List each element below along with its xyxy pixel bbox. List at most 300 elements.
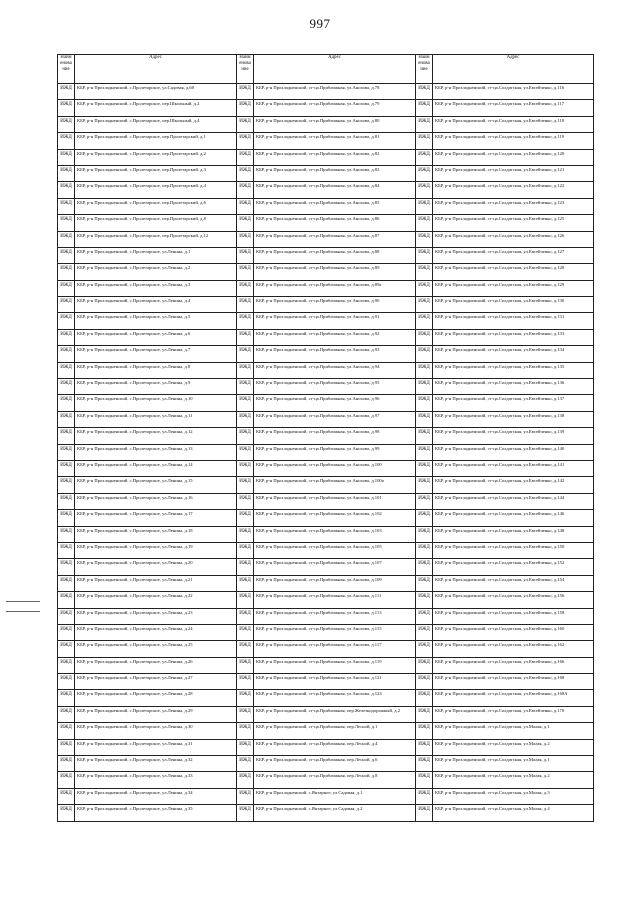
address-cell: КБР, р-н Прохладненский, ст-ца.Солдатская, ул.Евсейченко, д.160 bbox=[433, 624, 594, 640]
address-cell: КБР, р-н Прохладненский, ст-ца.Приближная, ул.Анохова, д.121 bbox=[254, 674, 416, 690]
address-cell: КБР, р-н Прохладненский, ст-ца.Приближная, ул.Анохова, д.109 bbox=[254, 575, 416, 591]
building-type-cell: ИЖД bbox=[416, 428, 433, 444]
address-cell: КБР, р-н Прохладненский, ст-ца.Солдатская, ул.Евсейченко, д.150 bbox=[433, 542, 594, 558]
building-type-cell: ИЖД bbox=[416, 165, 433, 181]
address-cell: КБР, р-н Прохладненский, ст-ца.Солдатская, ул.Евсейченко, д.136 bbox=[433, 379, 594, 395]
address-cell: КБР, р-н Прохладненский, ст-ца.Приближная, ул.Анохова, д.99 bbox=[254, 444, 416, 460]
address-cell: КБР, р-н Прохладненский, ст-ца.Приближная, пер.Лесной, д.1 bbox=[254, 723, 416, 739]
address-cell: КБР, р-н Прохладненский, ст-ца.Солдатская, ул.Евсейченко, д.126 bbox=[433, 231, 594, 247]
address-cell: КБР, р-н Прохладненский, с.Пролетарское, ул.Ленина, д.23 bbox=[75, 608, 237, 624]
address-cell: КБР, р-н Прохладненский, ст-ца.Приближная, ул.Анохова, д.85 bbox=[254, 198, 416, 214]
address-cell: КБР, р-н Прохладненский, с.Пролетарское, ул.Ленина, д.32 bbox=[75, 756, 237, 772]
building-type-cell: ИЖД bbox=[416, 247, 433, 263]
table-row bbox=[58, 493, 594, 509]
building-type-cell: ИЖД bbox=[416, 690, 433, 706]
building-type-cell: ИЖД bbox=[416, 198, 433, 214]
address-cell: КБР, р-н Прохладненский, с.Пролетарское, ул.Ленина, д.29 bbox=[75, 706, 237, 722]
building-type-cell: ИЖД bbox=[58, 116, 75, 132]
building-type-cell: ИЖД bbox=[416, 100, 433, 116]
table-row bbox=[58, 608, 594, 624]
address-cell: КБР, р-н Прохладненский, ст-ца.Солдатская, ул.Малая, д.2 bbox=[433, 739, 594, 755]
address-cell: КБР, р-н Прохладненский, с.Пролетарское, ул.Ленина, д.1 bbox=[75, 247, 237, 263]
table-row bbox=[58, 559, 594, 575]
building-type-cell: ИЖД bbox=[237, 395, 254, 411]
building-type-cell: ИЖД bbox=[237, 149, 254, 165]
building-type-cell: ИЖД bbox=[416, 526, 433, 542]
table-row bbox=[58, 149, 594, 165]
building-type-cell: ИЖД bbox=[237, 231, 254, 247]
building-type-cell: ИЖД bbox=[58, 788, 75, 804]
building-type-cell: ИЖД bbox=[416, 133, 433, 149]
building-type-cell: ИЖД bbox=[58, 756, 75, 772]
table-row bbox=[58, 165, 594, 181]
address-cell: КБР, р-н Прохладненский, с.Пролетарское, ул.Ленина, д.27 bbox=[75, 674, 237, 690]
address-cell: КБР, р-н Прохладненский, ст-ца.Приближная, пер.Железнодорожный, д.2 bbox=[254, 706, 416, 722]
table-row bbox=[58, 100, 594, 116]
building-type-cell: ИЖД bbox=[416, 592, 433, 608]
address-cell: КБР, р-н Прохладненский, ст-ца.Солдатская, ул.Евсейченко, д.123 bbox=[433, 198, 594, 214]
table-body bbox=[58, 84, 594, 822]
address-cell: КБР, р-н Прохладненский, ст-ца.Приближная, пер.Лесной, д.6 bbox=[254, 756, 416, 772]
address-cell: КБР, р-н Прохладненский, с.Пролетарское, ул.Ленина, д.15 bbox=[75, 477, 237, 493]
building-type-cell: ИЖД bbox=[416, 608, 433, 624]
address-cell: КБР, р-н Прохладненский, ст-ца.Солдатская, ул.Евсейченко, д.144 bbox=[433, 493, 594, 509]
address-cell: КБР, р-н Прохладненский, с.Пролетарское, ул.Ленина, д.20 bbox=[75, 559, 237, 575]
building-type-cell: ИЖД bbox=[237, 510, 254, 526]
table-row bbox=[58, 690, 594, 706]
address-cell: КБР, р-н Прохладненский, ст-ца.Приближная, ул.Анохова, д.97 bbox=[254, 411, 416, 427]
building-type-cell: ИЖД bbox=[237, 690, 254, 706]
address-cell: КБР, р-н Прохладненский, ст-ца.Приближная, ул.Анохова, д.78 bbox=[254, 84, 416, 100]
table-row bbox=[58, 280, 594, 296]
address-cell: КБР, р-н Прохладненский, с.Пролетарское, ул.Ленина, д.2 bbox=[75, 264, 237, 280]
building-type-cell: ИЖД bbox=[58, 624, 75, 640]
page-number: 997 bbox=[309, 16, 331, 31]
address-cell: КБР, р-н Прохладненский, с.Пролетарское, ул.Ленина, д.14 bbox=[75, 460, 237, 476]
address-cell: КБР, р-н Прохладненский, ст-ца.Солдатская, ул.Евсейченко, д.118 bbox=[433, 116, 594, 132]
building-type-cell: ИЖД bbox=[58, 493, 75, 509]
address-cell: КБР, р-н Прохладненский, ст-ца.Приближная, ул.Анохова, д.102 bbox=[254, 510, 416, 526]
table-row bbox=[58, 641, 594, 657]
building-type-cell: ИЖД bbox=[237, 362, 254, 378]
building-type-cell: ИЖД bbox=[416, 624, 433, 640]
address-cell: КБР, р-н Прохладненский, ст-ца.Приближная, ул.Анохова, д.88 bbox=[254, 247, 416, 263]
address-cell: КБР, р-н Прохладненский, ст-ца.Солдатская, ул.Евсейченко, д.168А bbox=[433, 690, 594, 706]
address-cell: КБР, р-н Прохладненский, с.Пролетарское, пер.Пролетарский, д.12 bbox=[75, 231, 237, 247]
address-cell: КБР, р-н Прохладненский, с.Пролетарское, ул.Ленина, д.22 bbox=[75, 592, 237, 608]
table-row bbox=[58, 133, 594, 149]
table-row bbox=[58, 84, 594, 100]
building-type-cell: ИЖД bbox=[416, 280, 433, 296]
address-cell: КБР, р-н Прохладненский, ст-ца.Солдатская, ул.Евсейченко, д.127 bbox=[433, 247, 594, 263]
address-cell: КБР, р-н Прохладненский, ст-ца.Солдатская, ул.Евсейченко, д.152 bbox=[433, 559, 594, 575]
building-type-cell: ИЖД bbox=[416, 395, 433, 411]
table-row bbox=[58, 313, 594, 329]
building-type-cell: ИЖД bbox=[58, 542, 75, 558]
address-cell: КБР, р-н Прохладненский, ст-ца.Приближная, ул.Анохова, д.115 bbox=[254, 624, 416, 640]
address-cell: КБР, р-н Прохладненский, с.Пролетарское, ул.Ленина, д.35 bbox=[75, 805, 237, 821]
address-cell: КБР, р-н Прохладненский, с.Пролетарское, ул.Ленина, д.4 bbox=[75, 297, 237, 313]
address-cell: КБР, р-н Прохладненский, ст-ца.Приближная, ул.Анохова, д.89 bbox=[254, 264, 416, 280]
address-cell: КБР, р-н Прохладненский, ст-ца.Солдатская, ул.Евсейченко, д.119 bbox=[433, 133, 594, 149]
address-cell: КБР, р-н Прохладненский, ст-ца.Солдатская, ул.Евсейченко, д.146 bbox=[433, 510, 594, 526]
table-row bbox=[58, 444, 594, 460]
building-type-cell: ИЖД bbox=[58, 641, 75, 657]
address-cell: КБР, р-н Прохладненский, с.Янтарное, ул.Садовая, д.2 bbox=[254, 805, 416, 821]
building-type-cell: ИЖД bbox=[237, 444, 254, 460]
table-header-row bbox=[58, 55, 594, 84]
column-header-address: Адрес bbox=[433, 55, 594, 84]
building-type-cell: ИЖД bbox=[58, 182, 75, 198]
building-type-cell: ИЖД bbox=[416, 657, 433, 673]
table-row bbox=[58, 592, 594, 608]
building-type-cell: ИЖД bbox=[58, 608, 75, 624]
address-cell: КБР, р-н Прохладненский, с.Пролетарское, ул.Ленина, д.31 bbox=[75, 739, 237, 755]
building-type-cell: ИЖД bbox=[58, 575, 75, 591]
building-type-cell: ИЖД bbox=[58, 149, 75, 165]
building-type-cell: ИЖД bbox=[58, 805, 75, 821]
building-type-cell: ИЖД bbox=[416, 756, 433, 772]
building-type-cell: ИЖД bbox=[58, 231, 75, 247]
table-row bbox=[58, 231, 594, 247]
building-type-cell: ИЖД bbox=[237, 575, 254, 591]
building-type-cell: ИЖД bbox=[58, 657, 75, 673]
building-type-cell: ИЖД bbox=[416, 149, 433, 165]
building-type-cell: ИЖД bbox=[237, 641, 254, 657]
building-type-cell: ИЖД bbox=[58, 313, 75, 329]
building-type-cell: ИЖД bbox=[237, 493, 254, 509]
address-cell: КБР, р-н Прохладненский, ст-ца.Приближная, ул.Анохова, д.93 bbox=[254, 346, 416, 362]
building-type-cell: ИЖД bbox=[58, 559, 75, 575]
building-type-cell: ИЖД bbox=[58, 411, 75, 427]
table-row bbox=[58, 575, 594, 591]
table-row bbox=[58, 297, 594, 313]
column-header-address: Адрес bbox=[75, 55, 237, 84]
building-type-cell: ИЖД bbox=[237, 739, 254, 755]
table-row bbox=[58, 264, 594, 280]
building-type-cell: ИЖД bbox=[58, 592, 75, 608]
address-cell: КБР, р-н Прохладненский, ст-ца.Солдатская, ул.Евсейченко, д.138 bbox=[433, 411, 594, 427]
building-type-cell: ИЖД bbox=[416, 575, 433, 591]
building-type-cell: ИЖД bbox=[58, 444, 75, 460]
address-cell: КБР, р-н Прохладненский, с.Пролетарское, ул.Ленина, д.34 bbox=[75, 788, 237, 804]
building-type-cell: ИЖД bbox=[416, 788, 433, 804]
building-type-cell: ИЖД bbox=[416, 444, 433, 460]
address-cell: КБР, р-н Прохладненский, ст-ца.Солдатская, ул.Евсейченко, д.116 bbox=[433, 84, 594, 100]
building-type-cell: ИЖД bbox=[416, 493, 433, 509]
building-type-cell: ИЖД bbox=[416, 805, 433, 821]
address-cell: КБР, р-н Прохладненский, ст-ца.Солдатская, ул.Евсейченко, д.120 bbox=[433, 149, 594, 165]
building-type-cell: ИЖД bbox=[416, 231, 433, 247]
building-type-cell: ИЖД bbox=[237, 526, 254, 542]
building-type-cell: ИЖД bbox=[416, 706, 433, 722]
building-type-cell: ИЖД bbox=[416, 116, 433, 132]
address-cell: КБР, р-н Прохладненский, с.Пролетарское, ул.Ленина, д.28 bbox=[75, 690, 237, 706]
address-cell: КБР, р-н Прохладненский, ст-ца.Приближная, пер.Лесной, д.8 bbox=[254, 772, 416, 788]
column-header-type: Наим енова ние bbox=[416, 55, 433, 84]
address-cell: КБР, р-н Прохладненский, ст-ца.Солдатская, ул.Евсейченко, д.128 bbox=[433, 264, 594, 280]
address-cell: КБР, р-н Прохладненский, ст-ца.Приближная, ул.Анохова, д.96 bbox=[254, 395, 416, 411]
building-type-cell: ИЖД bbox=[416, 739, 433, 755]
address-cell: КБР, р-н Прохладненский, ст-ца.Приближная, ул.Анохова, д.100а bbox=[254, 477, 416, 493]
address-cell: КБР, р-н Прохладненский, ст-ца.Солдатская, ул.Евсейченко, д.117 bbox=[433, 100, 594, 116]
address-cell: КБР, р-н Прохладненский, ст-ца.Солдатская, ул.Евсейченко, д.141 bbox=[433, 460, 594, 476]
address-cell: КБР, р-н Прохладненский, с.Пролетарское, ул.Ленина, д.8 bbox=[75, 362, 237, 378]
building-type-cell: ИЖД bbox=[58, 526, 75, 542]
building-type-cell: ИЖД bbox=[58, 297, 75, 313]
scan-margin-mark bbox=[6, 601, 40, 602]
building-type-cell: ИЖД bbox=[58, 674, 75, 690]
address-cell: КБР, р-н Прохладненский, ст-ца.Приближная, ул.Анохова, д.119 bbox=[254, 657, 416, 673]
address-cell: КБР, р-н Прохладненский, ст-ца.Приближная, ул.Анохова, д.111 bbox=[254, 592, 416, 608]
building-type-cell: ИЖД bbox=[416, 460, 433, 476]
address-cell: КБР, р-н Прохладненский, ст-ца.Приближная, ул.Анохова, д.113 bbox=[254, 608, 416, 624]
building-type-cell: ИЖД bbox=[237, 542, 254, 558]
building-type-cell: ИЖД bbox=[58, 84, 75, 100]
building-type-cell: ИЖД bbox=[237, 313, 254, 329]
address-cell: КБР, р-н Прохладненский, с.Пролетарское, ул.Ленина, д.5 bbox=[75, 313, 237, 329]
address-cell: КБР, р-н Прохладненский, с.Пролетарское, пер.Школьный, д.2 bbox=[75, 100, 237, 116]
building-type-cell: ИЖД bbox=[237, 264, 254, 280]
address-cell: КБР, р-н Прохладненский, ст-ца.Солдатская, ул.Евсейченко, д.129 bbox=[433, 280, 594, 296]
address-cell: КБР, р-н Прохладненский, с.Пролетарское, ул.Ленина, д.11 bbox=[75, 411, 237, 427]
address-cell: КБР, р-н Прохладненский, ст-ца.Солдатская, ул.Малая, д.4 bbox=[433, 805, 594, 821]
building-type-cell: ИЖД bbox=[416, 362, 433, 378]
building-type-cell: ИЖД bbox=[237, 411, 254, 427]
building-type-cell: ИЖД bbox=[58, 133, 75, 149]
address-cell: КБР, р-н Прохладненский, ст-ца.Солдатская, ул.Евсейченко, д.140 bbox=[433, 444, 594, 460]
address-cell: КБР, р-н Прохладненский, с.Пролетарское, ул.Ленина, д.7 bbox=[75, 346, 237, 362]
address-cell: КБР, р-н Прохладненский, с.Пролетарское, ул.Ленина, д.18 bbox=[75, 526, 237, 542]
building-type-cell: ИЖД bbox=[237, 559, 254, 575]
building-type-cell: ИЖД bbox=[237, 624, 254, 640]
column-header-type: Наим енова ние bbox=[237, 55, 254, 84]
building-type-cell: ИЖД bbox=[416, 772, 433, 788]
scan-margin-mark bbox=[6, 611, 40, 612]
table-row bbox=[58, 674, 594, 690]
building-type-cell: ИЖД bbox=[237, 247, 254, 263]
address-cell: КБР, р-н Прохладненский, ст-ца.Приближная, ул.Анохова, д.105 bbox=[254, 542, 416, 558]
building-type-cell: ИЖД bbox=[58, 100, 75, 116]
building-type-cell: ИЖД bbox=[416, 215, 433, 231]
building-type-cell: ИЖД bbox=[237, 182, 254, 198]
address-cell: КБР, р-н Прохладненский, ст-ца.Приближная, ул.Анохова, д.123 bbox=[254, 690, 416, 706]
address-cell: КБР, р-н Прохладненский, ст-ца.Солдатская, ул.Евсейченко, д.131 bbox=[433, 313, 594, 329]
address-cell: КБР, р-н Прохладненский, ст-ца.Солдатская, ул.Малая, д.2 bbox=[433, 772, 594, 788]
address-cell: КБР, р-н Прохладненский, ст-ца.Солдатская, ул.Евсейченко, д.166 bbox=[433, 657, 594, 673]
building-type-cell: ИЖД bbox=[237, 592, 254, 608]
address-cell: КБР, р-н Прохладненский, ст-ца.Приближная, ул.Анохова, д.84 bbox=[254, 182, 416, 198]
column-header-address: Адрес bbox=[254, 55, 416, 84]
building-type-cell: ИЖД bbox=[58, 723, 75, 739]
building-type-cell: ИЖД bbox=[416, 477, 433, 493]
address-cell: КБР, р-н Прохладненский, ст-ца.Солдатская, ул.Евсейченко, д.122 bbox=[433, 182, 594, 198]
address-cell: КБР, р-н Прохладненский, ст-ца.Солдатская, ул.Евсейченко, д.134 bbox=[433, 346, 594, 362]
address-cell: КБР, р-н Прохладненский, с.Пролетарское, ул.Ленина, д.3 bbox=[75, 280, 237, 296]
table-row bbox=[58, 329, 594, 345]
address-cell: КБР, р-н Прохладненский, с.Пролетарское, пер.Пролетарский, д.3 bbox=[75, 165, 237, 181]
address-cell: КБР, р-н Прохладненский, ст-ца.Солдатская, ул.Евсейченко, д.135 bbox=[433, 362, 594, 378]
table-row bbox=[58, 756, 594, 772]
address-cell: КБР, р-н Прохладненский, ст-ца.Солдатская, ул.Евсейченко, д.121 bbox=[433, 165, 594, 181]
address-cell: КБР, р-н Прохладненский, с.Пролетарское, пер.Пролетарский, д.8 bbox=[75, 215, 237, 231]
building-type-cell: ИЖД bbox=[58, 772, 75, 788]
table-row bbox=[58, 542, 594, 558]
address-cell: КБР, р-н Прохладненский, ст-ца.Приближная, ул.Анохова, д.90 bbox=[254, 297, 416, 313]
address-cell: КБР, р-н Прохладненский, ст-ца.Солдатская, ул.Евсейченко, д.125 bbox=[433, 215, 594, 231]
address-cell: КБР, р-н Прохладненский, с.Пролетарское, ул.Ленина, д.17 bbox=[75, 510, 237, 526]
table-row bbox=[58, 739, 594, 755]
building-type-cell: ИЖД bbox=[416, 313, 433, 329]
address-cell: КБР, р-н Прохладненский, с.Пролетарское, пер.Пролетарский, д.1 bbox=[75, 133, 237, 149]
building-type-cell: ИЖД bbox=[237, 346, 254, 362]
address-cell: КБР, р-н Прохладненский, ст-ца.Солдатская, ул.Евсейченко, д.158 bbox=[433, 608, 594, 624]
building-type-cell: ИЖД bbox=[416, 641, 433, 657]
address-cell: КБР, р-н Прохладненский, с.Пролетарское, ул.Ленина, д.26 bbox=[75, 657, 237, 673]
address-cell: КБР, р-н Прохладненский, ст-ца.Приближная, ул.Анохова, д.103 bbox=[254, 526, 416, 542]
building-type-cell: ИЖД bbox=[416, 329, 433, 345]
building-type-cell: ИЖД bbox=[58, 428, 75, 444]
building-type-cell: ИЖД bbox=[416, 297, 433, 313]
address-cell: КБР, р-н Прохладненский, ст-ца.Приближная, ул.Анохова, д.89а bbox=[254, 280, 416, 296]
address-cell: КБР, р-н Прохладненский, ст-ца.Приближная, ул.Анохова, д.86 bbox=[254, 215, 416, 231]
building-type-cell: ИЖД bbox=[237, 379, 254, 395]
address-cell: КБР, р-н Прохладненский, ст-ца.Приближная, ул.Анохова, д.83 bbox=[254, 165, 416, 181]
table-row bbox=[58, 395, 594, 411]
building-type-cell: ИЖД bbox=[237, 706, 254, 722]
address-cell: КБР, р-н Прохладненский, ст-ца.Приближная, ул.Анохова, д.98 bbox=[254, 428, 416, 444]
address-cell: КБР, р-н Прохладненский, ст-ца.Приближная, ул.Анохова, д.117 bbox=[254, 641, 416, 657]
building-type-cell: ИЖД bbox=[58, 329, 75, 345]
table-row bbox=[58, 706, 594, 722]
building-type-cell: ИЖД bbox=[237, 329, 254, 345]
address-cell: КБР, р-н Прохладненский, ст-ца.Солдатская, ул.Малая, д.3 bbox=[433, 788, 594, 804]
building-type-cell: ИЖД bbox=[237, 460, 254, 476]
column-header-type: Наим енова ние bbox=[58, 55, 75, 84]
address-cell: КБР, р-н Прохладненский, с.Пролетарское, ул.Ленина, д.30 bbox=[75, 723, 237, 739]
building-type-cell: ИЖД bbox=[58, 215, 75, 231]
table-row bbox=[58, 772, 594, 788]
table-row bbox=[58, 247, 594, 263]
address-cell: КБР, р-н Прохладненский, ст-ца.Солдатская, ул.Евсейченко, д.156 bbox=[433, 592, 594, 608]
building-type-cell: ИЖД bbox=[58, 346, 75, 362]
address-cell: КБР, р-н Прохладненский, ст-ца.Приближная, ул.Анохова, д.100 bbox=[254, 460, 416, 476]
address-cell: КБР, р-н Прохладненский, ст-ца.Солдатская, ул.Евсейченко, д.139 bbox=[433, 428, 594, 444]
table-row bbox=[58, 116, 594, 132]
building-type-cell: ИЖД bbox=[237, 280, 254, 296]
address-cell: КБР, р-н Прохладненский, ст-ца.Приближная, ул.Анохова, д.80 bbox=[254, 116, 416, 132]
building-type-cell: ИЖД bbox=[237, 133, 254, 149]
address-cell: КБР, р-н Прохладненский, ст-ца.Солдатская, ул.Малая, д.1 bbox=[433, 756, 594, 772]
address-cell: КБР, р-н Прохладненский, с.Пролетарское, пер.Пролетарский, д.4 bbox=[75, 182, 237, 198]
building-type-cell: ИЖД bbox=[58, 395, 75, 411]
building-type-cell: ИЖД bbox=[58, 460, 75, 476]
address-cell: КБР, р-н Прохладненский, с.Пролетарское, ул.Ленина, д.24 bbox=[75, 624, 237, 640]
building-type-cell: ИЖД bbox=[237, 657, 254, 673]
address-cell: КБР, р-н Прохладненский, ст-ца.Солдатская, ул.Евсейченко, д.154 bbox=[433, 575, 594, 591]
table-row bbox=[58, 198, 594, 214]
address-cell: КБР, р-н Прохладненский, ст-ца.Солдатская, ул.Евсейченко, д.170 bbox=[433, 706, 594, 722]
address-cell: КБР, р-н Прохладненский, ст-ца.Приближная, ул.Анохова, д.81 bbox=[254, 133, 416, 149]
table-row bbox=[58, 460, 594, 476]
building-type-cell: ИЖД bbox=[237, 608, 254, 624]
address-cell: КБР, р-н Прохладненский, ст-ца.Приближная, ул.Анохова, д.101 bbox=[254, 493, 416, 509]
building-type-cell: ИЖД bbox=[416, 411, 433, 427]
table-row bbox=[58, 379, 594, 395]
building-type-cell: ИЖД bbox=[58, 706, 75, 722]
address-cell: КБР, р-н Прохладненский, ст-ца.Приближная, пер.Лесной, д.4 bbox=[254, 739, 416, 755]
building-type-cell: ИЖД bbox=[58, 477, 75, 493]
address-cell: КБР, р-н Прохладненский, ст-ца.Приближная, ул.Анохова, д.92 bbox=[254, 329, 416, 345]
table-row bbox=[58, 428, 594, 444]
building-type-cell: ИЖД bbox=[237, 756, 254, 772]
building-type-cell: ИЖД bbox=[237, 198, 254, 214]
building-type-cell: ИЖД bbox=[58, 280, 75, 296]
address-cell: КБР, р-н Прохладненский, ст-ца.Солдатская, ул.Малая, д.1 bbox=[433, 723, 594, 739]
address-cell: КБР, р-н Прохладненский, ст-ца.Приближная, ул.Анохова, д.79 bbox=[254, 100, 416, 116]
address-cell: КБР, р-н Прохладненский, ст-ца.Приближная, ул.Анохова, д.87 bbox=[254, 231, 416, 247]
building-type-cell: ИЖД bbox=[237, 772, 254, 788]
address-cell: КБР, р-н Прохладненский, с.Пролетарское, ул.Ленина, д.13 bbox=[75, 444, 237, 460]
table-row bbox=[58, 805, 594, 821]
table-row bbox=[58, 624, 594, 640]
building-type-cell: ИЖД bbox=[416, 674, 433, 690]
address-cell: КБР, р-н Прохладненский, с.Пролетарское, пер.Школьный, д.4 bbox=[75, 116, 237, 132]
address-table bbox=[57, 54, 594, 822]
building-type-cell: ИЖД bbox=[416, 542, 433, 558]
address-cell: КБР, р-н Прохладненский, ст-ца.Приближная, ул.Анохова, д.94 bbox=[254, 362, 416, 378]
table-row bbox=[58, 215, 594, 231]
building-type-cell: ИЖД bbox=[237, 674, 254, 690]
address-cell: КБР, р-н Прохладненский, с.Пролетарское, пер.Пролетарский, д.6 bbox=[75, 198, 237, 214]
address-cell: КБР, р-н Прохладненский, ст-ца.Солдатская, ул.Евсейченко, д.148 bbox=[433, 526, 594, 542]
building-type-cell: ИЖД bbox=[237, 428, 254, 444]
building-type-cell: ИЖД bbox=[58, 362, 75, 378]
address-cell: КБР, р-н Прохладненский, ст-ца.Приближная, ул.Анохова, д.95 bbox=[254, 379, 416, 395]
address-cell: КБР, р-н Прохладненский, с.Пролетарское, пер.Пролетарский, д.2 bbox=[75, 149, 237, 165]
table-row bbox=[58, 477, 594, 493]
address-cell: КБР, р-н Прохладненский, с.Пролетарское, ул.Ленина, д.33 bbox=[75, 772, 237, 788]
building-type-cell: ИЖД bbox=[416, 264, 433, 280]
building-type-cell: ИЖД bbox=[416, 84, 433, 100]
address-cell: КБР, р-н Прохладненский, ст-ца.Солдатская, ул.Евсейченко, д.142 bbox=[433, 477, 594, 493]
building-type-cell: ИЖД bbox=[416, 182, 433, 198]
building-type-cell: ИЖД bbox=[58, 247, 75, 263]
building-type-cell: ИЖД bbox=[237, 215, 254, 231]
building-type-cell: ИЖД bbox=[237, 100, 254, 116]
building-type-cell: ИЖД bbox=[237, 723, 254, 739]
address-cell: КБР, р-н Прохладненский, с.Пролетарское, ул.Ленина, д.21 bbox=[75, 575, 237, 591]
table-row bbox=[58, 362, 594, 378]
address-cell: КБР, р-н Прохладненский, с.Пролетарское, ул.Ленина, д.6 bbox=[75, 329, 237, 345]
building-type-cell: ИЖД bbox=[58, 739, 75, 755]
table-row bbox=[58, 411, 594, 427]
address-cell: КБР, р-н Прохладненский, с.Пролетарское, ул.Садовая, д.60 bbox=[75, 84, 237, 100]
address-cell: КБР, р-н Прохладненский, с.Пролетарское, ул.Ленина, д.9 bbox=[75, 379, 237, 395]
table-row bbox=[58, 723, 594, 739]
building-type-cell: ИЖД bbox=[416, 723, 433, 739]
building-type-cell: ИЖД bbox=[416, 510, 433, 526]
address-cell: КБР, р-н Прохладненский, ст-ца.Приближная, ул.Анохова, д.82 bbox=[254, 149, 416, 165]
building-type-cell: ИЖД bbox=[237, 165, 254, 181]
address-cell: КБР, р-н Прохладненский, ст-ца.Солдатская, ул.Евсейченко, д.137 bbox=[433, 395, 594, 411]
address-cell: КБР, р-н Прохладненский, с.Пролетарское, ул.Ленина, д.19 bbox=[75, 542, 237, 558]
building-type-cell: ИЖД bbox=[58, 510, 75, 526]
building-type-cell: ИЖД bbox=[58, 165, 75, 181]
table-row bbox=[58, 788, 594, 804]
building-type-cell: ИЖД bbox=[58, 690, 75, 706]
address-cell: КБР, р-н Прохладненский, с.Пролетарское, ул.Ленина, д.12 bbox=[75, 428, 237, 444]
